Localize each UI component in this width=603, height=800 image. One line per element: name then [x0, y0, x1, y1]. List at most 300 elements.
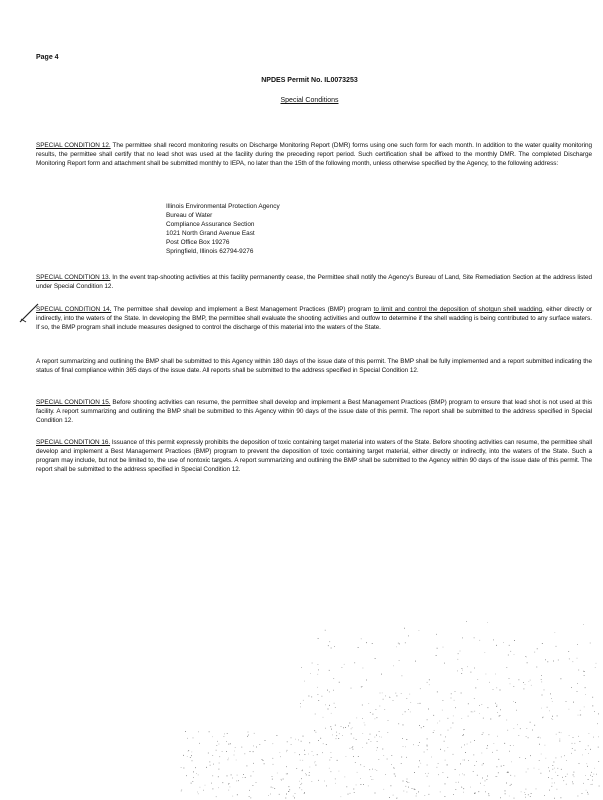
- noise-speck: [445, 737, 446, 738]
- noise-speck: [539, 769, 540, 770]
- noise-speck: [377, 741, 378, 742]
- noise-speck: [366, 642, 367, 643]
- noise-speck: [247, 766, 248, 767]
- noise-speck: [378, 759, 379, 760]
- noise-speck: [583, 624, 584, 625]
- noise-speck: [461, 718, 462, 719]
- noise-speck: [463, 760, 464, 761]
- noise-speck: [216, 796, 217, 797]
- noise-speck: [283, 779, 284, 780]
- noise-speck: [482, 734, 483, 735]
- noise-speck: [481, 753, 482, 754]
- noise-speck: [495, 674, 496, 675]
- noise-speck: [539, 760, 540, 761]
- noise-speck: [336, 732, 337, 733]
- noise-speck: [474, 765, 475, 766]
- noise-speck: [463, 734, 464, 735]
- noise-speck: [289, 786, 290, 787]
- noise-speck: [484, 785, 485, 786]
- noise-speck: [583, 671, 584, 672]
- noise-speck: [245, 777, 246, 778]
- noise-speck: [331, 752, 332, 753]
- noise-speck: [339, 682, 340, 683]
- noise-speck: [406, 757, 407, 758]
- noise-speck: [213, 789, 214, 790]
- noise-speck: [468, 716, 469, 717]
- noise-speck: [356, 739, 357, 740]
- noise-speck: [451, 698, 452, 699]
- noise-speck: [474, 698, 475, 699]
- noise-speck: [335, 783, 336, 784]
- noise-speck: [211, 783, 212, 784]
- noise-speck: [585, 749, 586, 750]
- noise-speck: [478, 791, 479, 792]
- noise-speck: [416, 796, 417, 797]
- noise-speck: [427, 765, 428, 766]
- noise-speck: [205, 785, 206, 786]
- noise-speck: [592, 706, 593, 707]
- special-condition-13: [36, 273, 592, 291]
- noise-speck: [253, 771, 254, 772]
- noise-speck: [409, 782, 410, 783]
- noise-speck: [505, 791, 506, 792]
- noise-speck: [372, 643, 373, 644]
- noise-speck: [317, 754, 318, 755]
- noise-speck: [218, 787, 219, 788]
- noise-speck: [505, 793, 506, 794]
- noise-speck: [366, 680, 367, 681]
- noise-speck: [317, 674, 318, 675]
- noise-speck: [371, 779, 372, 780]
- noise-speck: [519, 679, 520, 680]
- noise-speck: [590, 775, 591, 776]
- noise-speck: [506, 667, 507, 668]
- scan-noise: [0, 560, 603, 800]
- noise-speck: [514, 640, 515, 641]
- noise-speck: [210, 765, 211, 766]
- noise-speck: [301, 741, 302, 742]
- noise-speck: [511, 761, 512, 762]
- address-line: Bureau of Water: [166, 212, 213, 219]
- noise-speck: [415, 789, 416, 790]
- noise-speck: [554, 783, 555, 784]
- noise-speck: [541, 773, 542, 774]
- special-condition-12: [36, 141, 592, 168]
- noise-speck: [477, 775, 478, 776]
- noise-speck: [305, 773, 306, 774]
- noise-speck: [453, 754, 454, 755]
- noise-speck: [498, 772, 499, 773]
- noise-speck: [248, 732, 249, 733]
- noise-speck: [401, 763, 402, 764]
- noise-speck: [447, 765, 448, 766]
- noise-speck: [567, 774, 568, 775]
- noise-speck: [219, 744, 220, 745]
- noise-speck: [483, 763, 484, 764]
- noise-speck: [464, 775, 465, 776]
- noise-speck: [393, 665, 394, 666]
- noise-speck: [360, 764, 361, 765]
- noise-speck: [181, 790, 182, 791]
- noise-speck: [323, 743, 324, 744]
- noise-speck: [549, 710, 550, 711]
- noise-speck: [318, 780, 319, 781]
- noise-speck: [218, 776, 219, 777]
- noise-speck: [360, 778, 361, 779]
- noise-speck: [346, 786, 347, 787]
- noise-speck: [339, 733, 340, 734]
- noise-speck: [463, 792, 464, 793]
- noise-speck: [437, 767, 438, 768]
- noise-speck: [561, 797, 562, 798]
- noise-speck: [342, 735, 343, 736]
- noise-speck: [348, 794, 349, 795]
- noise-speck: [547, 661, 548, 662]
- noise-speck: [332, 735, 333, 736]
- noise-speck: [193, 777, 194, 778]
- noise-speck: [427, 746, 428, 747]
- noise-speck: [592, 780, 593, 781]
- noise-speck: [488, 707, 489, 708]
- noise-speck: [309, 742, 310, 743]
- noise-speck: [541, 682, 542, 683]
- noise-speck: [294, 798, 295, 799]
- noise-speck: [552, 716, 553, 717]
- noise-speck: [584, 675, 585, 676]
- noise-speck: [405, 711, 406, 712]
- noise-speck: [477, 679, 478, 680]
- noise-speck: [219, 756, 220, 757]
- noise-speck: [528, 681, 529, 682]
- noise-speck: [462, 668, 463, 669]
- noise-speck: [431, 757, 432, 758]
- noise-speck: [192, 760, 193, 761]
- noise-speck: [556, 646, 557, 647]
- noise-speck: [479, 640, 480, 641]
- noise-speck: [314, 762, 315, 763]
- noise-speck: [427, 745, 428, 746]
- noise-speck: [363, 668, 364, 669]
- noise-speck: [237, 775, 238, 776]
- noise-speck: [485, 791, 486, 792]
- noise-speck: [593, 737, 594, 738]
- noise-speck: [349, 723, 350, 724]
- noise-speck: [471, 672, 472, 673]
- noise-speck: [403, 781, 404, 782]
- noise-speck: [324, 781, 325, 782]
- noise-speck: [198, 793, 199, 794]
- noise-speck: [253, 746, 254, 747]
- noise-speck: [402, 714, 403, 715]
- noise-speck: [329, 692, 330, 693]
- noise-speck: [461, 693, 462, 694]
- noise-speck: [185, 731, 186, 732]
- noise-speck: [549, 771, 550, 772]
- noise-speck: [254, 733, 255, 734]
- noise-speck: [419, 742, 420, 743]
- noise-speck: [483, 732, 484, 733]
- noise-speck: [181, 791, 182, 792]
- noise-speck: [520, 728, 521, 729]
- condition-heading: SPECIAL CONDITION 16.: [36, 439, 111, 446]
- noise-speck: [534, 768, 535, 769]
- noise-speck: [329, 768, 330, 769]
- noise-speck: [423, 726, 424, 727]
- noise-speck: [228, 784, 229, 785]
- noise-speck: [468, 760, 469, 761]
- noise-speck: [273, 764, 274, 765]
- noise-speck: [354, 792, 355, 793]
- noise-speck: [379, 706, 380, 707]
- noise-speck: [231, 775, 232, 776]
- noise-speck: [286, 774, 287, 775]
- noise-speck: [496, 706, 497, 707]
- section-title: Special Conditions: [280, 97, 339, 104]
- noise-speck: [464, 760, 465, 761]
- noise-speck: [513, 701, 514, 702]
- noise-speck: [331, 648, 332, 649]
- noise-speck: [224, 736, 225, 737]
- noise-speck: [444, 751, 445, 752]
- noise-speck: [573, 702, 574, 703]
- noise-speck: [451, 693, 452, 694]
- noise-speck: [476, 761, 477, 762]
- noise-speck: [406, 698, 407, 699]
- noise-speck: [279, 752, 280, 753]
- condition-text: Issuance of this permit expressly prohibits the deposition of toxic containing target material into waters of the State. Before shooting activities can resume, the permittee shall develop and implement a Best Management Practices (BMP) program to prevent the deposition of toxic containing target material, either directly or indirectly, into the waters of the State. Such a program may include, but not be limited to, the use of nontoxic targets. A report summarizing and outlining the BMP shall be submitted to the Agency within 90 days of the issue date of this permit. The report shall be submitted to the address specified in Special Condition 12.: [36, 439, 593, 473]
- noise-speck: [462, 670, 463, 671]
- noise-speck: [447, 747, 448, 748]
- noise-speck: [583, 783, 584, 784]
- noise-speck: [592, 784, 593, 785]
- noise-speck: [573, 737, 574, 738]
- noise-speck: [300, 703, 301, 704]
- noise-speck: [439, 721, 440, 722]
- noise-speck: [403, 746, 404, 747]
- noise-speck: [481, 704, 482, 705]
- noise-speck: [272, 743, 273, 744]
- noise-speck: [513, 728, 514, 729]
- noise-speck: [566, 760, 567, 761]
- noise-speck: [463, 735, 464, 736]
- noise-speck: [461, 787, 462, 788]
- noise-speck: [559, 732, 560, 733]
- noise-speck: [548, 767, 549, 768]
- noise-speck: [191, 752, 192, 753]
- noise-speck: [405, 786, 406, 787]
- noise-speck: [363, 784, 364, 785]
- noise-speck: [287, 750, 288, 751]
- noise-speck: [187, 756, 188, 757]
- noise-speck: [588, 779, 589, 780]
- noise-speck: [196, 773, 197, 774]
- noise-speck: [444, 663, 445, 664]
- noise-speck: [327, 690, 328, 691]
- address-line: Post Office Box 19276: [166, 239, 230, 246]
- noise-speck: [418, 703, 419, 704]
- noise-speck: [569, 659, 570, 660]
- noise-speck: [552, 765, 553, 766]
- noise-speck: [556, 758, 557, 759]
- noise-speck: [376, 770, 377, 771]
- noise-speck: [487, 748, 488, 749]
- noise-speck: [580, 741, 581, 742]
- noise-speck: [309, 696, 310, 697]
- noise-speck: [309, 772, 310, 773]
- noise-speck: [497, 750, 498, 751]
- noise-speck: [328, 645, 329, 646]
- noise-speck: [212, 736, 213, 737]
- noise-speck: [453, 716, 454, 717]
- noise-speck: [256, 747, 257, 748]
- noise-speck: [333, 678, 334, 679]
- noise-speck: [234, 751, 235, 752]
- noise-speck: [459, 775, 460, 776]
- noise-speck: [305, 754, 306, 755]
- condition-text: Before shooting activities can resume, the permittee shall develop and implement a Best Management Practices (BMP) program to ensure that lead shot is not used at this facility. A report summarizing and outlining the BMP shall be submitted to this Agency within 90 days of the issue date of this permit. The report shall be submitted to the address specified in Special Condition 12.: [36, 399, 593, 424]
- noise-speck: [553, 661, 554, 662]
- noise-speck: [376, 750, 377, 751]
- noise-speck: [557, 775, 558, 776]
- noise-speck: [303, 700, 304, 701]
- noise-speck: [509, 645, 510, 646]
- noise-speck: [571, 687, 572, 688]
- noise-speck: [241, 747, 242, 748]
- noise-speck: [197, 792, 198, 793]
- noise-speck: [331, 771, 332, 772]
- noise-speck: [398, 643, 399, 644]
- noise-speck: [365, 725, 366, 726]
- noise-speck: [482, 765, 483, 766]
- noise-speck: [398, 723, 399, 724]
- noise-speck: [198, 775, 199, 776]
- noise-speck: [464, 745, 465, 746]
- noise-speck: [286, 751, 287, 752]
- noise-speck: [184, 768, 185, 769]
- noise-speck: [183, 755, 184, 756]
- noise-speck: [209, 731, 210, 732]
- noise-speck: [507, 772, 508, 773]
- noise-speck: [510, 745, 511, 746]
- noise-speck: [407, 782, 408, 783]
- noise-speck: [475, 688, 476, 689]
- noise-speck: [528, 794, 529, 795]
- noise-speck: [438, 763, 439, 764]
- noise-speck: [554, 632, 555, 633]
- noise-speck: [526, 657, 527, 658]
- noise-speck: [301, 667, 302, 668]
- noise-speck: [372, 769, 373, 770]
- noise-speck: [542, 643, 543, 644]
- noise-speck: [557, 716, 558, 717]
- noise-speck: [487, 622, 488, 623]
- noise-speck: [394, 774, 395, 775]
- noise-speck: [418, 792, 419, 793]
- noise-speck: [557, 768, 558, 769]
- noise-speck: [577, 683, 578, 684]
- noise-speck: [453, 723, 454, 724]
- noise-speck: [420, 763, 421, 764]
- noise-speck: [287, 773, 288, 774]
- noise-speck: [509, 751, 510, 752]
- noise-speck: [574, 772, 575, 773]
- noise-speck: [362, 686, 363, 687]
- condition-text: In the event trap-shooting activities at this facility permanently cease, the Permittee shall notify the Agency's Bureau of Land, Site Remediation Section at the address listed under Special Condition 12.: [36, 274, 592, 290]
- noise-speck: [318, 700, 319, 701]
- noise-speck: [415, 661, 416, 662]
- noise-speck: [232, 796, 233, 797]
- noise-speck: [582, 755, 583, 756]
- noise-speck: [393, 767, 394, 768]
- noise-speck: [433, 732, 434, 733]
- noise-speck: [195, 767, 196, 768]
- noise-speck: [497, 766, 498, 767]
- noise-speck: [457, 671, 458, 672]
- noise-speck: [511, 784, 512, 785]
- noise-speck: [337, 760, 338, 761]
- noise-speck: [470, 742, 471, 743]
- noise-speck: [541, 754, 542, 755]
- noise-speck: [500, 797, 501, 798]
- noise-speck: [514, 654, 515, 655]
- special-condition-14: [36, 305, 592, 332]
- noise-speck: [485, 781, 486, 782]
- noise-speck: [443, 772, 444, 773]
- noise-speck: [532, 730, 533, 731]
- noise-speck: [455, 707, 456, 708]
- noise-speck: [376, 735, 377, 736]
- noise-speck: [396, 798, 397, 799]
- noise-speck: [212, 755, 213, 756]
- noise-speck: [429, 684, 430, 685]
- noise-speck: [370, 712, 371, 713]
- noise-speck: [361, 638, 362, 639]
- noise-speck: [541, 708, 542, 709]
- noise-speck: [526, 772, 527, 773]
- noise-speck: [436, 634, 437, 635]
- noise-speck: [251, 776, 252, 777]
- noise-speck: [350, 793, 351, 794]
- noise-speck: [573, 783, 574, 784]
- noise-speck: [409, 694, 410, 695]
- noise-speck: [390, 697, 391, 698]
- noise-speck: [588, 794, 589, 795]
- noise-speck: [309, 767, 310, 768]
- noise-speck: [357, 772, 358, 773]
- noise-speck: [455, 789, 456, 790]
- noise-speck: [396, 646, 397, 647]
- noise-speck: [388, 720, 389, 721]
- noise-speck: [472, 712, 473, 713]
- address-line: Springfield, Illinois 62794-9276: [166, 248, 254, 255]
- noise-speck: [500, 709, 501, 710]
- noise-speck: [181, 767, 182, 768]
- noise-speck: [383, 789, 384, 790]
- noise-speck: [306, 775, 307, 776]
- noise-speck: [315, 714, 316, 715]
- noise-speck: [385, 696, 386, 697]
- noise-speck: [408, 787, 409, 788]
- noise-speck: [538, 737, 539, 738]
- noise-speck: [342, 667, 343, 668]
- noise-speck: [597, 723, 598, 724]
- noise-speck: [316, 765, 317, 766]
- noise-speck: [561, 678, 562, 679]
- noise-speck: [318, 664, 319, 665]
- special-condition-16: [36, 438, 592, 474]
- noise-speck: [410, 712, 411, 713]
- noise-speck: [329, 670, 330, 671]
